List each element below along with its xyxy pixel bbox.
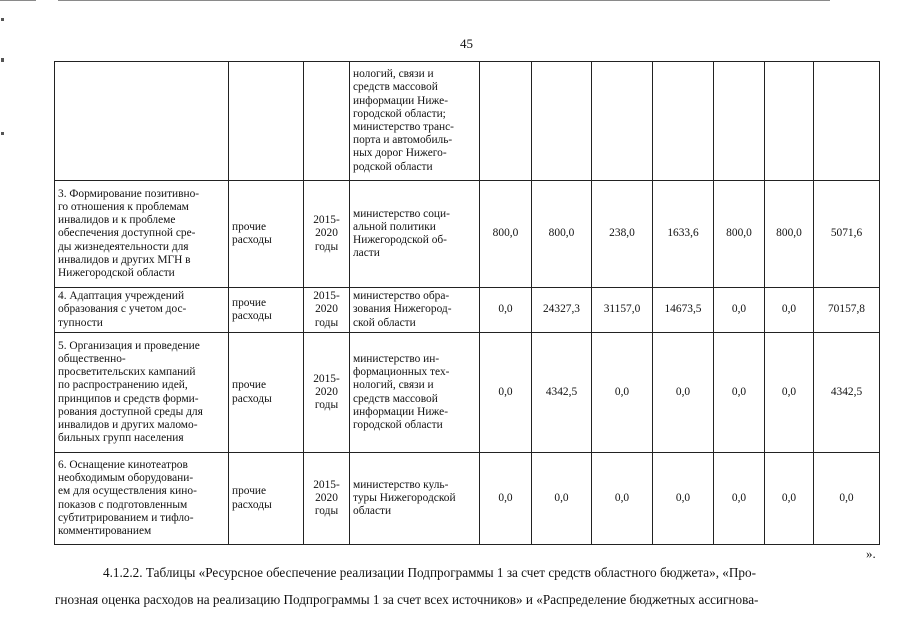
scan-margin-mark xyxy=(1,132,4,135)
table-row xyxy=(55,333,880,453)
value-cell xyxy=(532,62,592,181)
funding-source: прочие расходы xyxy=(229,181,304,288)
value-cell xyxy=(765,62,814,181)
value-cell: 0,0 xyxy=(480,333,532,453)
value-cell: 0,0 xyxy=(653,333,714,453)
value-cell: 0,0 xyxy=(653,453,714,545)
closing-quote: ». xyxy=(866,546,876,561)
executor: министерство соци- альной политики Нижегородской об- ласти xyxy=(350,181,480,288)
measure-name: 4. Адаптация учреждений образования с учетом дос- тупности xyxy=(55,288,229,333)
value-cell: 0,0 xyxy=(480,288,532,333)
value-cell xyxy=(814,62,880,181)
resource-table xyxy=(54,61,880,545)
value-cell: 0,0 xyxy=(592,453,653,545)
paragraph-line-2: гнозная оценка расходов на реализацию Подпрограммы 1 за счет всех источников» и «Распределение бюджетных ассигнова- xyxy=(55,592,759,607)
funding-source xyxy=(229,62,304,181)
measure-name: 5. Организация и проведение общественно- просветительских кампаний по распространению идей, принципов и средств форми- рования доступной среды для инвалидов и других маломо- бильных групп населения xyxy=(55,333,229,453)
value-cell: 0,0 xyxy=(765,333,814,453)
value-cell: 1633,6 xyxy=(653,181,714,288)
value-cell: 5071,6 xyxy=(814,181,880,288)
period xyxy=(304,62,350,181)
value-cell: 24327,3 xyxy=(532,288,592,333)
executor: нологий, связи и средств массовой информации Ниже- городской области; министерство транс- порта и автомобиль- ных дорог Нижего- родской области xyxy=(350,62,480,181)
value-cell xyxy=(714,62,765,181)
measure-name: 6. Оснащение кинотеатров необходимым оборудовани- ем для осуществления кино- показов с подготовленным субтитрированием и тифло- комментированием xyxy=(55,453,229,545)
value-cell: 0,0 xyxy=(714,333,765,453)
value-cell: 800,0 xyxy=(532,181,592,288)
paragraph-line-1: 4.1.2.2. Таблицы «Ресурсное обеспечение реализации Подпрограммы 1 за счет средств областного бюджета», «Про- xyxy=(103,565,756,580)
value-cell: 0,0 xyxy=(765,453,814,545)
scan-margin-mark xyxy=(1,58,4,62)
table-row xyxy=(55,181,880,288)
period: 2015- 2020 годы xyxy=(304,181,350,288)
value-cell: 70157,8 xyxy=(814,288,880,333)
table-row xyxy=(55,288,880,333)
funding-source: прочие расходы xyxy=(229,333,304,453)
measure-name xyxy=(55,62,229,181)
value-cell: 800,0 xyxy=(714,181,765,288)
funding-source: прочие расходы xyxy=(229,288,304,333)
value-cell: 0,0 xyxy=(480,453,532,545)
value-cell xyxy=(480,62,532,181)
value-cell: 31157,0 xyxy=(592,288,653,333)
value-cell: 0,0 xyxy=(714,453,765,545)
value-cell: 4342,5 xyxy=(532,333,592,453)
measure-name: 3. Формирование позитивно- го отношения к проблемам инвалидов и к проблеме обеспечения доступной сре- ды жизнедеятельности для инвалидов и других МГН в Нижегородской области xyxy=(55,181,229,288)
scan-margin-mark xyxy=(1,18,4,21)
funding-source: прочие расходы xyxy=(229,453,304,545)
value-cell: 14673,5 xyxy=(653,288,714,333)
scan-top-rule xyxy=(0,0,36,1)
value-cell: 0,0 xyxy=(814,453,880,545)
value-cell: 238,0 xyxy=(592,181,653,288)
value-cell: 0,0 xyxy=(714,288,765,333)
table-row xyxy=(55,62,880,181)
value-cell: 0,0 xyxy=(532,453,592,545)
value-cell: 0,0 xyxy=(765,288,814,333)
executor: министерство обра- зования Нижегород- ской области xyxy=(350,288,480,333)
executor: министерство ин- формационных тех- нологий, связи и средств массовой информации Ниже- городской области xyxy=(350,333,480,453)
value-cell: 4342,5 xyxy=(814,333,880,453)
value-cell xyxy=(592,62,653,181)
value-cell xyxy=(653,62,714,181)
value-cell: 800,0 xyxy=(765,181,814,288)
page-number: 45 xyxy=(460,36,473,51)
value-cell: 800,0 xyxy=(480,181,532,288)
period: 2015- 2020 годы xyxy=(304,453,350,545)
scan-top-rule xyxy=(58,0,830,1)
period: 2015- 2020 годы xyxy=(304,288,350,333)
period: 2015- 2020 годы xyxy=(304,333,350,453)
executor: министерство куль- туры Нижегородской области xyxy=(350,453,480,545)
table-row xyxy=(55,453,880,545)
value-cell: 0,0 xyxy=(592,333,653,453)
